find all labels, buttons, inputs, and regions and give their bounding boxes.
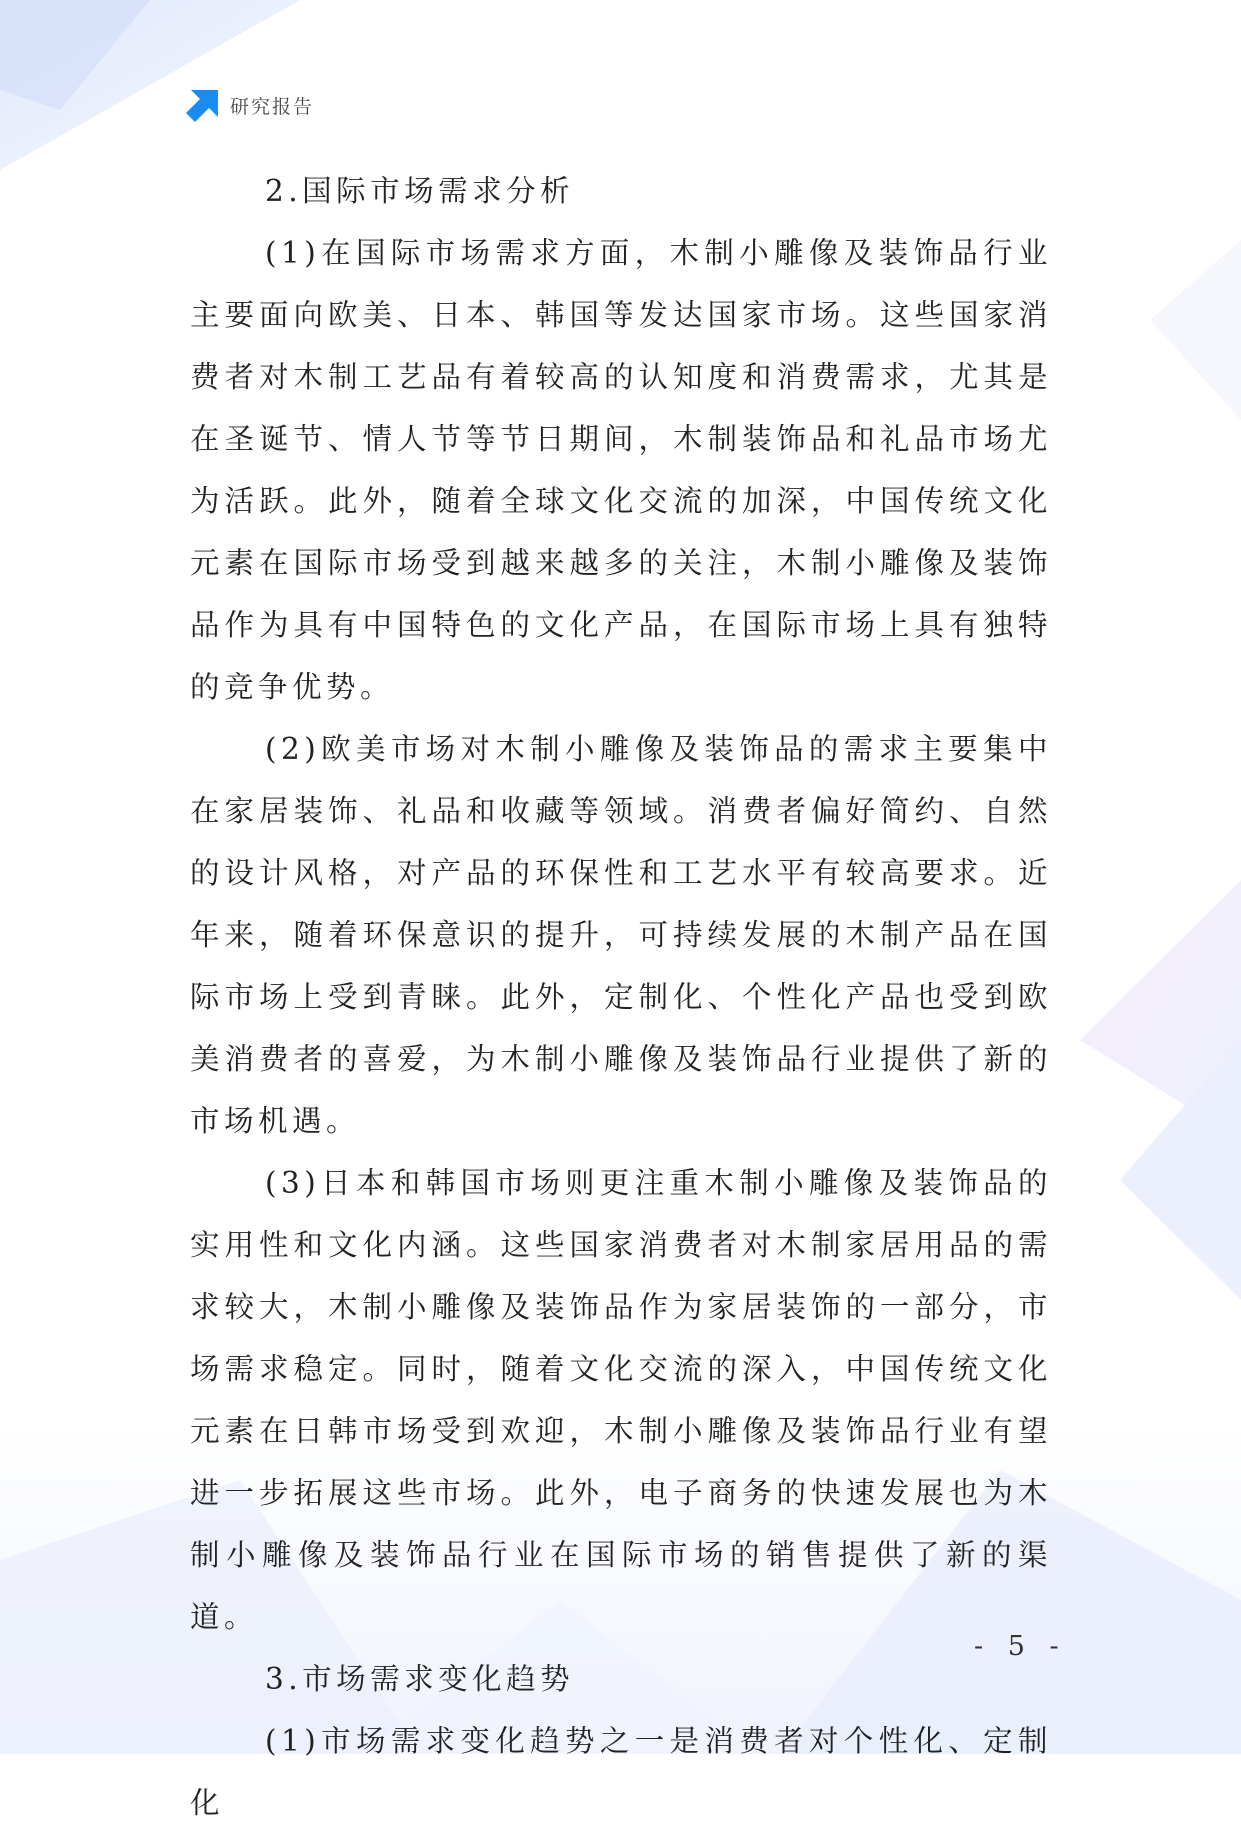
document-body — [190, 160, 1052, 1834]
page-number: - 5 - — [974, 1631, 1067, 1662]
arrow-up-right-icon — [186, 88, 220, 122]
paragraph-japan-korea-market: (3)日本和韩国市场则更注重木制小雕像及装饰品的实用性和文化内涵。这些国家消费者对木制家居用品的需求较大，木制小雕像及装饰品作为家居装饰的一部分，市场需求稳定。同时，随着文化交流的深入，中国传统文化元素在日韩市场受到欢迎，木制小雕像及装饰品行业有望进一步拓展这些市场。此外，电子商务的快速发展也为木制小雕像及装饰品行业在国际市场的销售提供了新的渠道。 — [190, 1166, 1052, 1634]
section-heading-demand-trend: 3.市场需求变化趋势 — [265, 1662, 575, 1696]
header-label: 研究报告 — [230, 95, 315, 118]
paragraph-demand-trend-1: (1)市场需求变化趋势之一是消费者对个性化、定制化 — [190, 1724, 1052, 1820]
section-heading-international-demand: 2.国际市场需求分析 — [265, 174, 575, 208]
paragraph-international-overview: (1)在国际市场需求方面，木制小雕像及装饰品行业主要面向欧美、日本、韩国等发达国家市场。这些国家消费者对木制工艺品有着较高的认知度和消费需求，尤其是在圣诞节、情人节等节日期间，木制装饰品和礼品市场尤为活跃。此外，随着全球文化交流的加深，中国传统文化元素在国际市场受到越来越多的关注，木制小雕像及装饰品作为具有中国特色的文化产品，在国际市场上具有独特的竞争优势。 — [190, 236, 1052, 704]
report-header — [186, 88, 314, 122]
paragraph-europe-america-market: (2)欧美市场对木制小雕像及装饰品的需求主要集中在家居装饰、礼品和收藏等领域。消费者偏好简约、自然的设计风格，对产品的环保性和工艺水平有较高要求。近年来，随着环保意识的提升，可持续发展的木制产品在国际市场上受到青睐。此外，定制化、个性化产品也受到欧美消费者的喜爱，为木制小雕像及装饰品行业提供了新的市场机遇。 — [190, 732, 1052, 1138]
